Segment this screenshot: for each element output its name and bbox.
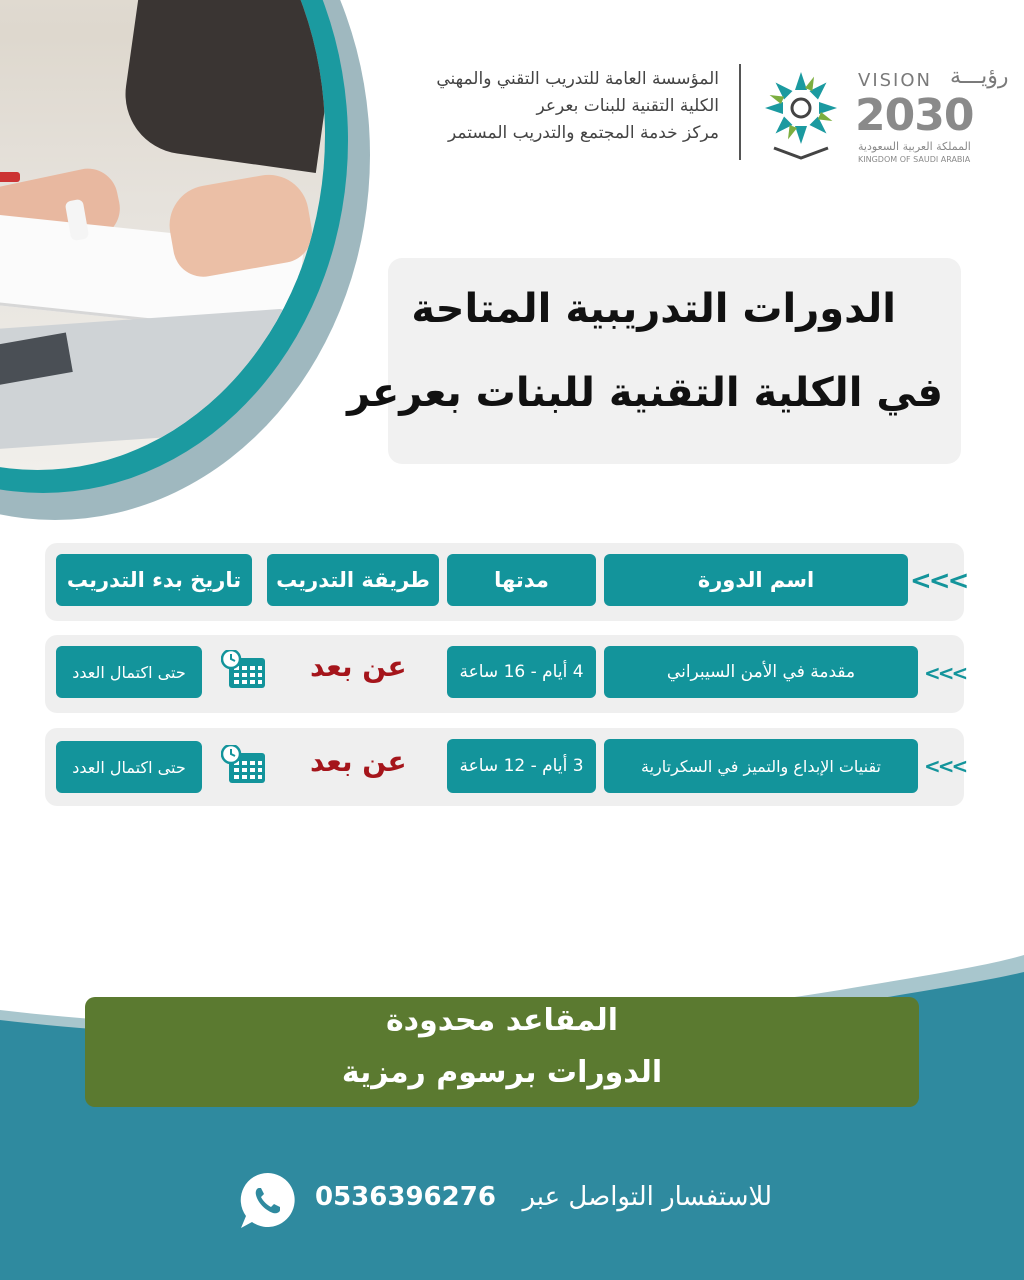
org-line-1: المؤسسة العامة للتدريب التقني والمهني: [436, 69, 719, 89]
org-line-3: مركز خدمة المجتمع والتدريب المستمر: [448, 123, 719, 143]
notice-line-1: المقاعد محدودة: [385, 1003, 619, 1038]
org-lines: [436, 66, 719, 147]
header-method: طريقة التدريب: [267, 554, 439, 606]
row1-duration: 4 أيام - 16 ساعة: [447, 646, 596, 698]
row2-method: عن بعد: [310, 745, 407, 778]
chevrons-icon: <<<: [924, 754, 966, 778]
contact-line: [315, 1182, 772, 1212]
calendar-clock-icon: [221, 745, 267, 785]
row2-course-name: تقنيات الإبداع والتميز في السكرتارية: [604, 739, 918, 793]
header-divider: [739, 64, 741, 160]
chevrons-icon: <<<: [910, 566, 967, 596]
header-duration: مدتها: [447, 554, 596, 606]
notice-box: [85, 997, 919, 1107]
vision-sub-ar: المملكة العربية السعودية: [858, 140, 971, 153]
title-line-1: الدورات التدريبية المتاحة: [411, 286, 896, 332]
whatsapp-icon[interactable]: [238, 1170, 298, 1232]
title-line-2: في الكلية التقنية للبنات بعرعر: [347, 370, 943, 416]
title-box: [347, 258, 961, 464]
row2-duration: 3 أيام - 12 ساعة: [447, 739, 596, 793]
row1-method: عن بعد: [310, 650, 407, 683]
contact-text: للاستفسار التواصل عبر: [522, 1182, 772, 1212]
row1-start-date: حتى اكتمال العدد: [56, 646, 202, 698]
row2-start-date: حتى اكتمال العدد: [56, 741, 202, 793]
vision-arabic-word: رؤيـــة: [950, 64, 1009, 89]
header-photo: [0, 0, 325, 470]
contact-phone[interactable]: 0536396276: [315, 1182, 496, 1212]
org-line-2: الكلية التقنية للبنات بعرعر: [536, 96, 719, 116]
chevrons-icon: <<<: [924, 661, 966, 685]
vision-2030-logo: [855, 64, 1009, 168]
vision-sub-en: KINGDOM OF SAUDI ARABIA: [858, 155, 971, 164]
header-course-name: اسم الدورة: [604, 554, 908, 606]
row1-course-name: مقدمة في الأمن السيبراني: [604, 646, 918, 698]
vision-word: VISION: [858, 70, 932, 91]
vision-year: 2030: [855, 90, 974, 141]
emblem-icon: [760, 68, 842, 160]
notice-line-2: الدورات برسوم رمزية: [341, 1055, 663, 1090]
header-start-date: تاريخ بدء التدريب: [56, 554, 252, 606]
calendar-clock-icon: [221, 650, 267, 690]
